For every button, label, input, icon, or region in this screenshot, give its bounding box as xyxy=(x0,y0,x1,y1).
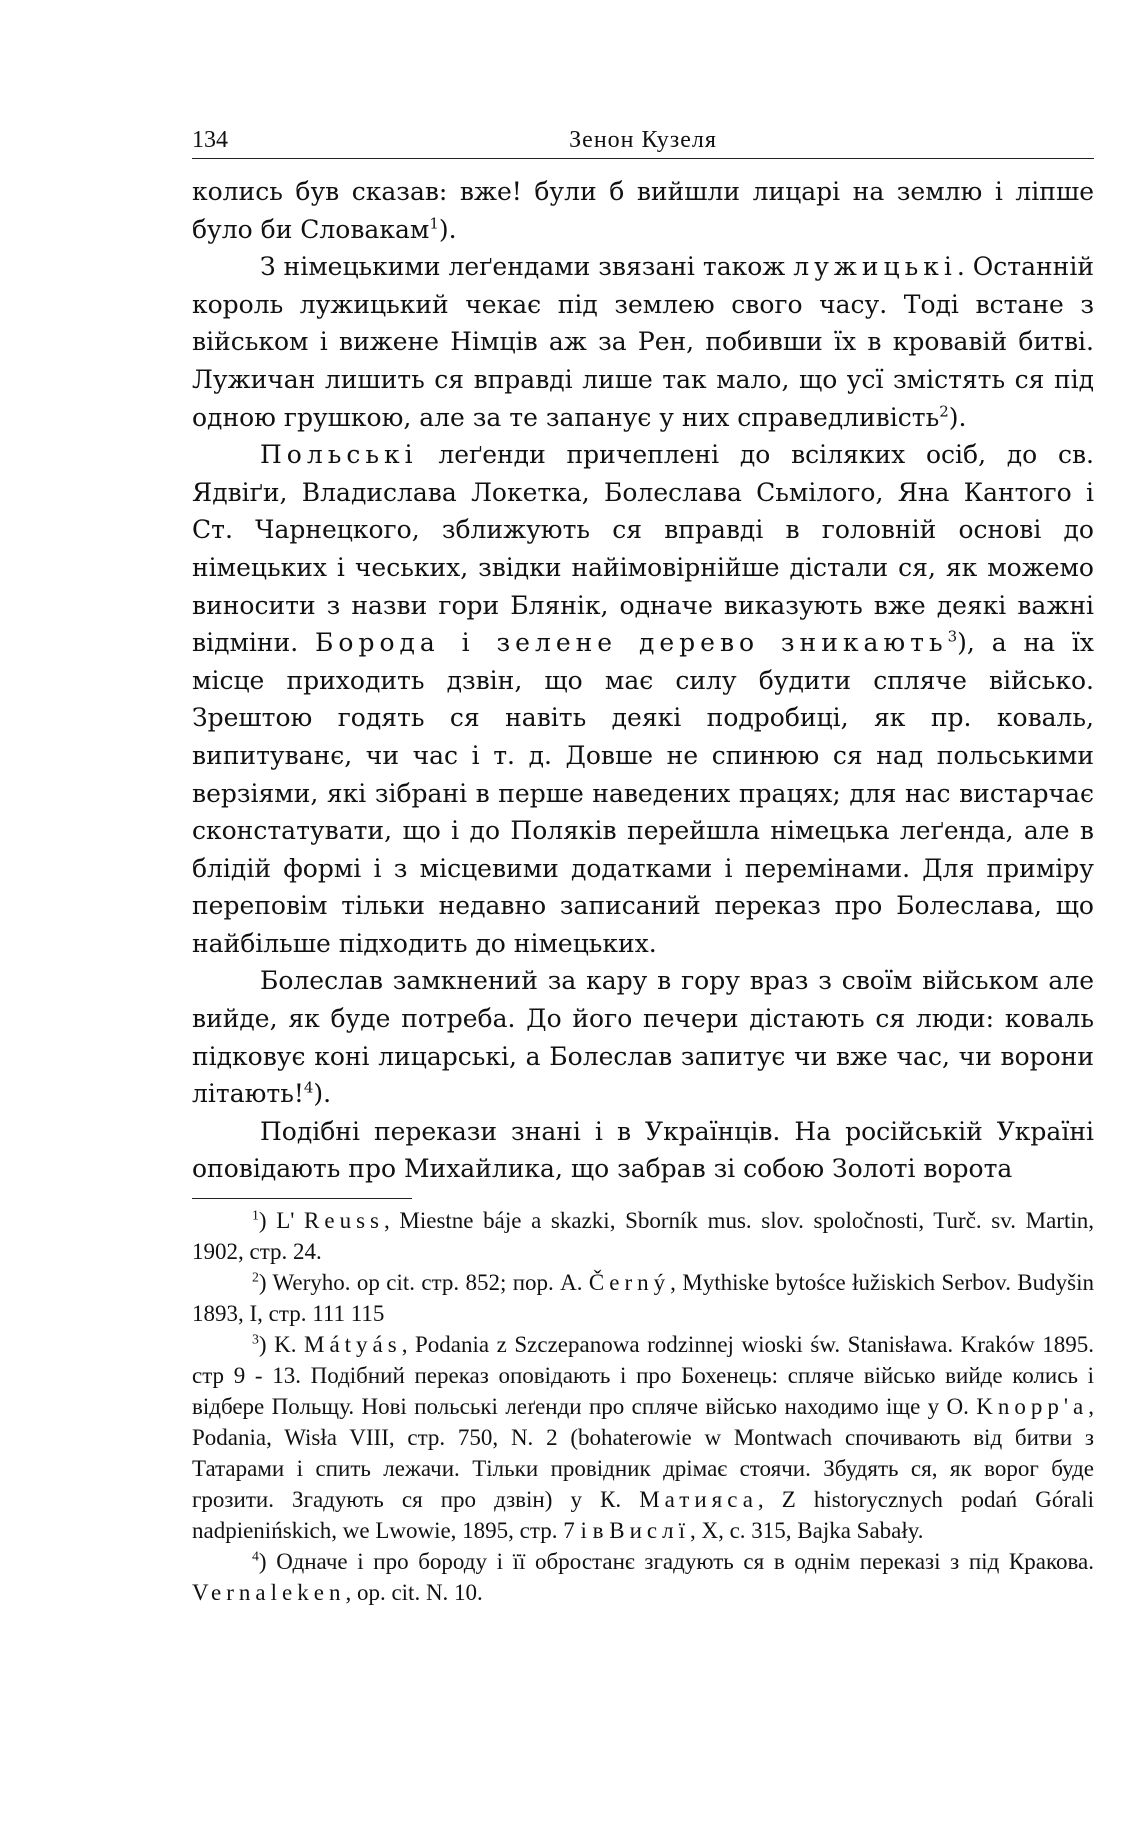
footnote-1: $^1$) L' Reuss, Miestne báje a skazki, Sborník mus. slov. spoločnosti, Turč. sv. Martin, 1902, стр. 24. xyxy=(192,1207,1094,1265)
footnote-4: $^4$) Одначе і про бороду і її обростанє згадують ся в однім переказі з під Кракова. Vernaleken, op. cit. N. 10. xyxy=(192,1548,1094,1606)
page-number: 134 xyxy=(192,127,228,153)
footnote-3: $^3$) K. Mátyás, Podania z Szczepanowa rodzinnej wioski św. Stanisława. Kraków 1895. стр 9 - 13. Подібний переказ оповідають і про Бохенець: спляче військо вийде колись і відбере Польщу. Нові польські леґенди про спляче військо находимо іще у О. Knopp'a, Podania, Wisła VIII, стр. 750, N. 2 (bohaterowie w Montwach спочивають від битви з Татарами і спить лежачи. Тільки провідник дрімає стоячи. Збудять ся, як ворог буде грозити. Згадують ся про дзвін) у К. Матияса, Z historycznych podań Górali nadpienińskich, we Lwowie, 1895, стр. 7 і в Вислї, X, c. 315, Bajka Sabały. xyxy=(192,1331,1094,1544)
footnote-ref-1: 1 xyxy=(429,214,439,233)
paragraph-2: З німецькими леґендами звязані також лужицькі. Останній король лужицький чекає під землею свого часу. Тоді встане з військом і вижене Німців аж за Рен, побивши їх в кровавій битві. Лужичан лишить ся вправді лише так мало, що усї змістять ся під одною грушкою, але за те запанує у них справедливість$^2$). xyxy=(192,252,1094,432)
footnote-ref-4: 4 xyxy=(303,1078,314,1097)
footnote-divider xyxy=(192,1198,412,1199)
book-page xyxy=(192,120,1094,1608)
main-text xyxy=(192,173,1094,1188)
footnote-ref-3: 3 xyxy=(947,627,958,646)
paragraph-4: Болеслав замкнений за кару в гору враз з своїм військом але вийде, як буде потреба. До його печери дістають ся люди: коваль підковує коні лицарські, а Болеслав запитує чи вже час, чи ворони літають!$^4$). xyxy=(192,966,1094,1109)
footnote-2: $^2$) Weryho. op cit. стр. 852; пор. A. Černý, Mythiske bytośce łužiskich Serbov. Budyšin 1893, I, стр. 111 115 xyxy=(192,1269,1094,1327)
footnote-ref-2: 2 xyxy=(939,402,949,421)
running-title: Зенон Кузеля xyxy=(569,127,717,153)
page-header xyxy=(192,120,1094,159)
footnotes xyxy=(192,1205,1094,1608)
paragraph-1: колись був сказав: вже! були б вийшли лицарі на землю і ліпше було би Словакам$^1$). xyxy=(192,177,1094,244)
paragraph-3: Польські леґенди причеплені до всіляких осіб, до св. Ядвіґи, Владислава Локетка, Болеслава Сьмілого, Яна Кантого і Ст. Чарнецкого, зближують ся вправді в головній основі до німецьких і чеських, звідки найімовірнійше дістали ся, як можемо виносити з назви гори Блянік, одначе виказують вже деякі важні відміни. Борода і зелене дерево зникають$^3$), а на їх місце приходить дзвін, що має силу будити спляче військо. Зрештою годять ся навіть деякі подробиці, як пр. коваль, випитуванє, чи час і т. д. Довше не спинюю ся над польськими верзіями, які зібрані в перше наведених працях; для нас вистарчає сконстатувати, що і до Поляків перейшла німецька леґенда, але в блідій формі і з місцевими додатками і перемінами. Для приміру переповім тільки недавно записаний переказ про Болеслава, що найбільше підходить до німецьких. xyxy=(192,440,1095,958)
paragraph-5: Подібні перекази знані і в Українців. На російській Україні оповідають про Михайлика, що забрав зі собою Золоті ворота xyxy=(192,1116,1094,1184)
